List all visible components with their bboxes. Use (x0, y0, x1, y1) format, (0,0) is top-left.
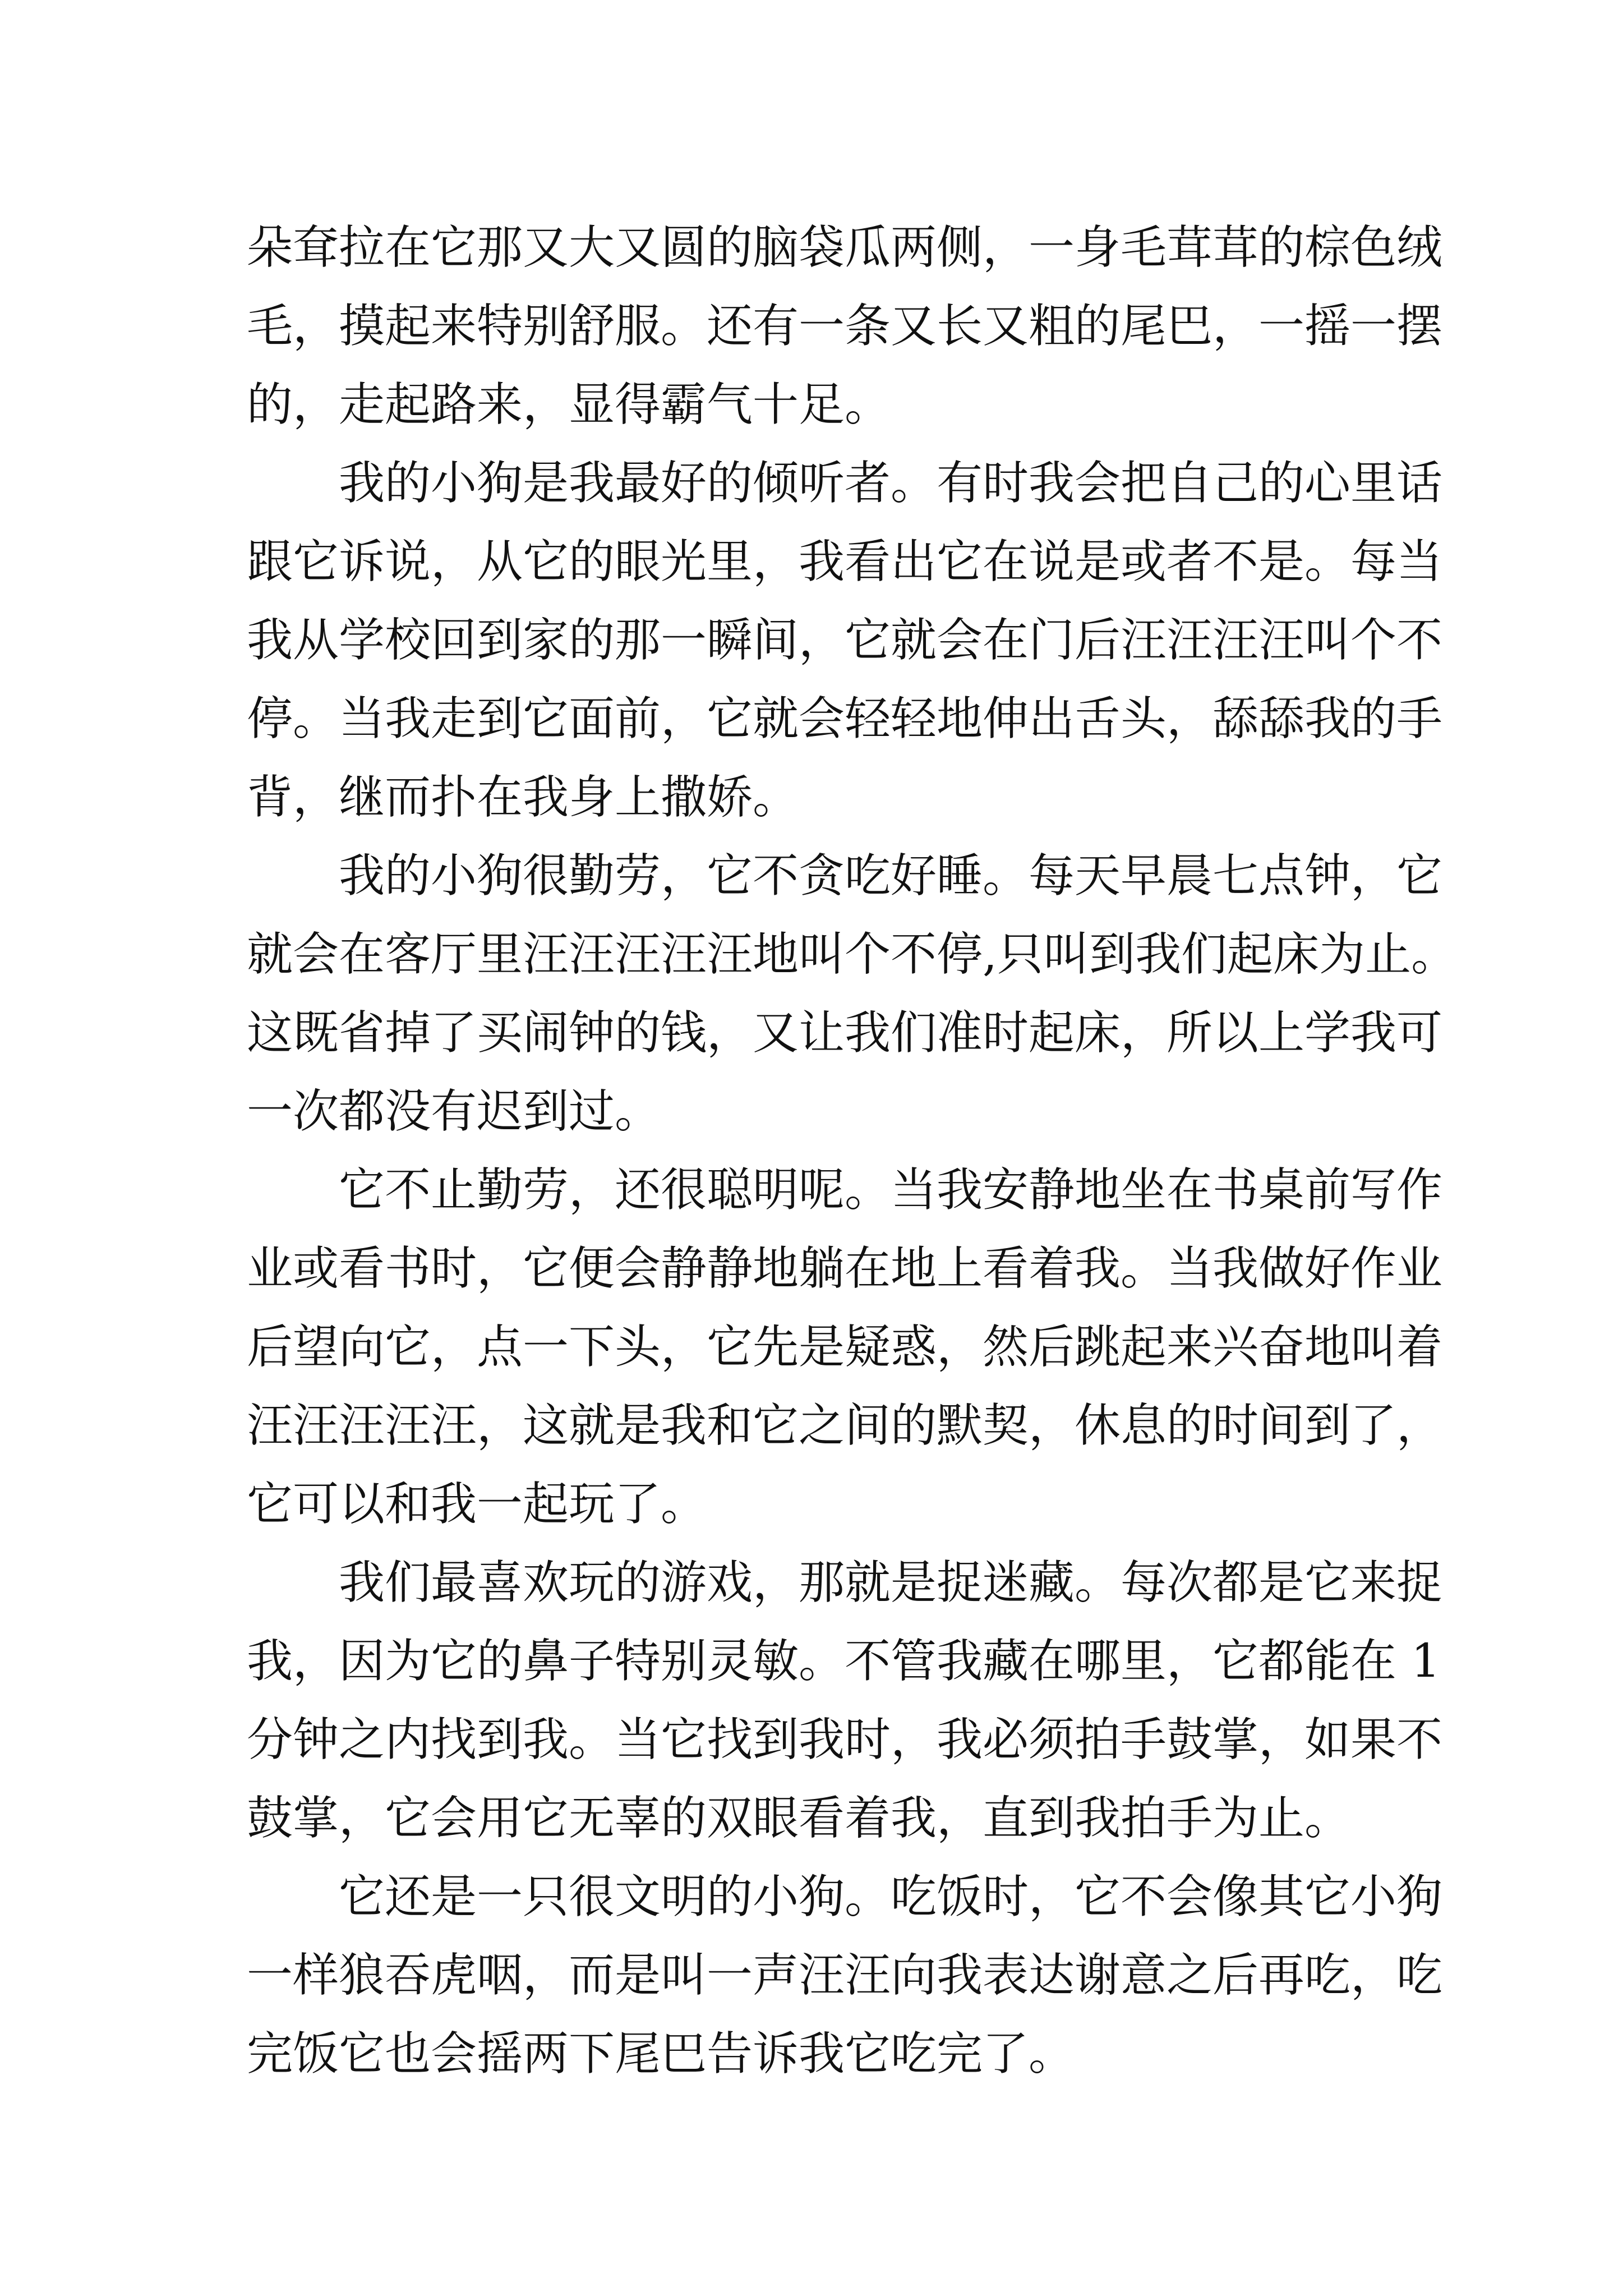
text-line: 鼓掌，它会用它无辜的双眼看着我，直到我拍手为止。 (247, 1792, 1351, 1845)
text-line: 的，走起路来，显得霸气十足。 (247, 378, 891, 431)
text-line: 背，继而扑在我身上撒娇。 (247, 771, 799, 824)
text-line: 完饭它也会摇两下尾巴告诉我它吃完了。 (247, 2027, 1075, 2081)
paragraph-first-line: 它还是一只很文明的小狗。吃饭时，它不会像其它小狗 (339, 1870, 1443, 1924)
text-line: 毛，摸起来特别舒服。还有一条又长又粗的尾巴，一摇一摆 (247, 300, 1443, 353)
paragraph-first-line: 我的小狗是我最好的倾听者。有时我会把自己的心里话 (339, 457, 1443, 510)
paragraph-first-line: 我的小狗很勤劳，它不贪吃好睡。每天早晨七点钟，它 (339, 849, 1443, 903)
paragraph-first-line: 我们最喜欢玩的游戏，那就是捉迷藏。每次都是它来捉 (339, 1556, 1443, 1609)
text-line: 后望向它，点一下头，它先是疑惑，然后跳起来兴奋地叫着 (247, 1320, 1443, 1374)
text-line: 朵耷拉在它那又大又圆的脑袋瓜两侧，一身毛茸茸的棕色绒 (247, 221, 1443, 274)
text-line: 业或看书时，它便会静静地躺在地上看着我。当我做好作业 (247, 1242, 1443, 1295)
text-line: 跟它诉说，从它的眼光里，我看出它在说是或者不是。每当 (247, 535, 1443, 588)
text-line: 我从学校回到家的那一瞬间，它就会在门后汪汪汪汪叫个不 (247, 614, 1443, 667)
text-line: 我，因为它的鼻子特别灵敏。不管我藏在哪里，它都能在 1 (247, 1635, 1441, 1688)
text-line: 就会在客厅里汪汪汪汪汪地叫个不停,只叫到我们起床为止。 (247, 928, 1458, 981)
text-line: 一次都没有迟到过。 (247, 1085, 661, 1138)
paragraph-first-line: 它不止勤劳，还很聪明呢。当我安静地坐在书桌前写作 (339, 1163, 1443, 1217)
text-line: 停。当我走到它面前，它就会轻轻地伸出舌头，舔舔我的手 (247, 692, 1443, 746)
text-line: 这既省掉了买闹钟的钱，又让我们准时起床，所以上学我可 (247, 1006, 1443, 1060)
text-line: 汪汪汪汪汪，这就是我和它之间的默契，休息的时间到了， (247, 1399, 1443, 1452)
text-line: 它可以和我一起玩了。 (247, 1478, 707, 1531)
text-line: 分钟之内找到我。当它找到我时，我必须拍手鼓掌，如果不 (247, 1713, 1443, 1766)
text-line: 一样狼吞虎咽，而是叫一声汪汪向我表达谢意之后再吃，吃 (247, 1949, 1443, 2002)
